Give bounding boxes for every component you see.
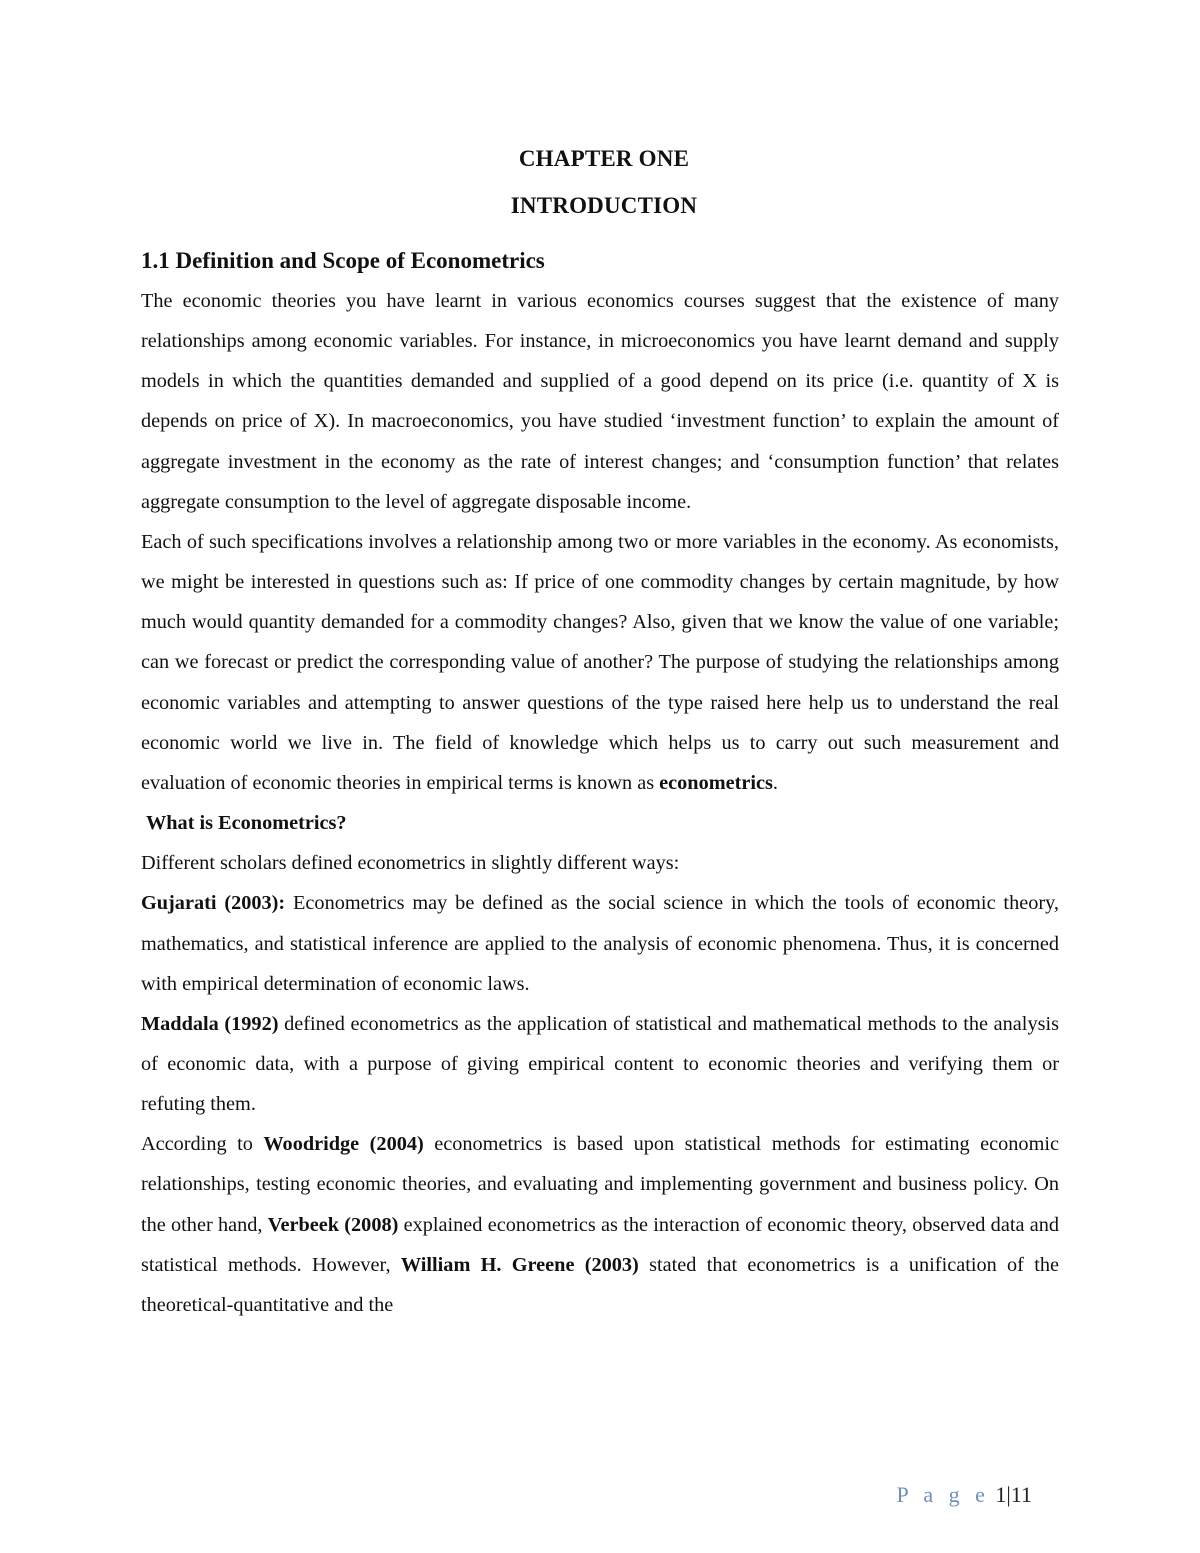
paragraph-gujarati xyxy=(141,883,1059,1003)
total-pages: 11 xyxy=(1010,1482,1032,1507)
paragraph-specifications-text: Each of such specifications involves a relationship among two or more variables in the economy. As economists, we might be interested in questions such as: If price of one commodity changes by certain magnitude, by how much would quantity demanded for a commodity changes? Also, given that we know the value of one variable; can we forecast or predict the corresponding value of another? The purpose of studying the relationships among economic variables and attempting to answer questions of the type raised here help us to understand the real economic world we live in. The field of knowledge which helps us to carry out such measurement and evaluation of economic theories in empirical terms is known as xyxy=(141,530,1059,794)
body-text xyxy=(141,281,1059,1325)
what-is-econometrics-heading: What is Econometrics? xyxy=(146,812,347,835)
paragraph-scholars: Different scholars defined econometrics in slightly different ways: xyxy=(141,852,680,875)
gujarati-reference: Gujarati (2003): xyxy=(141,892,286,915)
chapter-number: CHAPTER ONE xyxy=(518,146,690,171)
paragraph-maddala xyxy=(141,1004,1059,1124)
woodridge-intro: According to xyxy=(141,1133,264,1156)
woodridge-definition: econometrics is based upon statistical methods for estimating economic relationships, testing economic theories, and evaluating and implementing government and business policy. On the other hand, xyxy=(141,1133,1059,1236)
greene-reference: William H. Greene (2003) xyxy=(400,1253,639,1276)
econometrics-term: econometrics xyxy=(659,771,773,794)
paragraph-specifications-end: . xyxy=(772,771,778,794)
verbeek-reference: Verbeek (2008) xyxy=(267,1213,399,1236)
page-label: P a g e xyxy=(896,1482,990,1507)
maddala-definition: defined econometrics as the application of statistical and mathematical methods to the analysis of economic data, with a purpose of giving empirical content to economic theories and verifying them or refuting them. xyxy=(141,1012,1059,1116)
paragraph-specifications xyxy=(141,522,1059,803)
page-separator: | xyxy=(1006,1482,1011,1507)
chapter-title: INTRODUCTION xyxy=(510,193,698,218)
paragraph-woodridge xyxy=(141,1124,1059,1325)
section-heading: 1.1 Definition and Scope of Econometrics xyxy=(141,248,545,273)
verbeek-definition: explained econometrics as the interaction of economic theory, observed data and statistical methods. However, xyxy=(141,1213,1059,1276)
current-page-number: 1 xyxy=(995,1482,1007,1507)
page-footer xyxy=(896,1480,1032,1510)
gujarati-definition: Econometrics may be defined as the social science in which the tools of economic theory, mathematics, and statistical inference are applied to the analysis of economic phenomena. Thus, it is concerned with empirical determination of economic laws. xyxy=(141,892,1059,995)
greene-definition: stated that econometrics is a unification of the theoretical-quantitative and the xyxy=(141,1253,1059,1316)
paragraph-intro: The economic theories you have learnt in various economics courses suggest that the existence of many relationships among economic variables. For instance, in microeconomics you have learnt demand and supply models in which the quantities demanded and supplied of a good depend on its price (i.e. quantity of X is depends on price of X). In macroeconomics, you have studied ‘investment function’ to explain the amount of aggregate investment in the economy as the rate of interest changes; and ‘consumption function’ that relates aggregate consumption to the level of aggregate disposable income. xyxy=(141,290,1059,513)
woodridge-reference: Woodridge (2004) xyxy=(263,1133,424,1156)
maddala-reference: Maddala (1992) xyxy=(141,1012,279,1035)
